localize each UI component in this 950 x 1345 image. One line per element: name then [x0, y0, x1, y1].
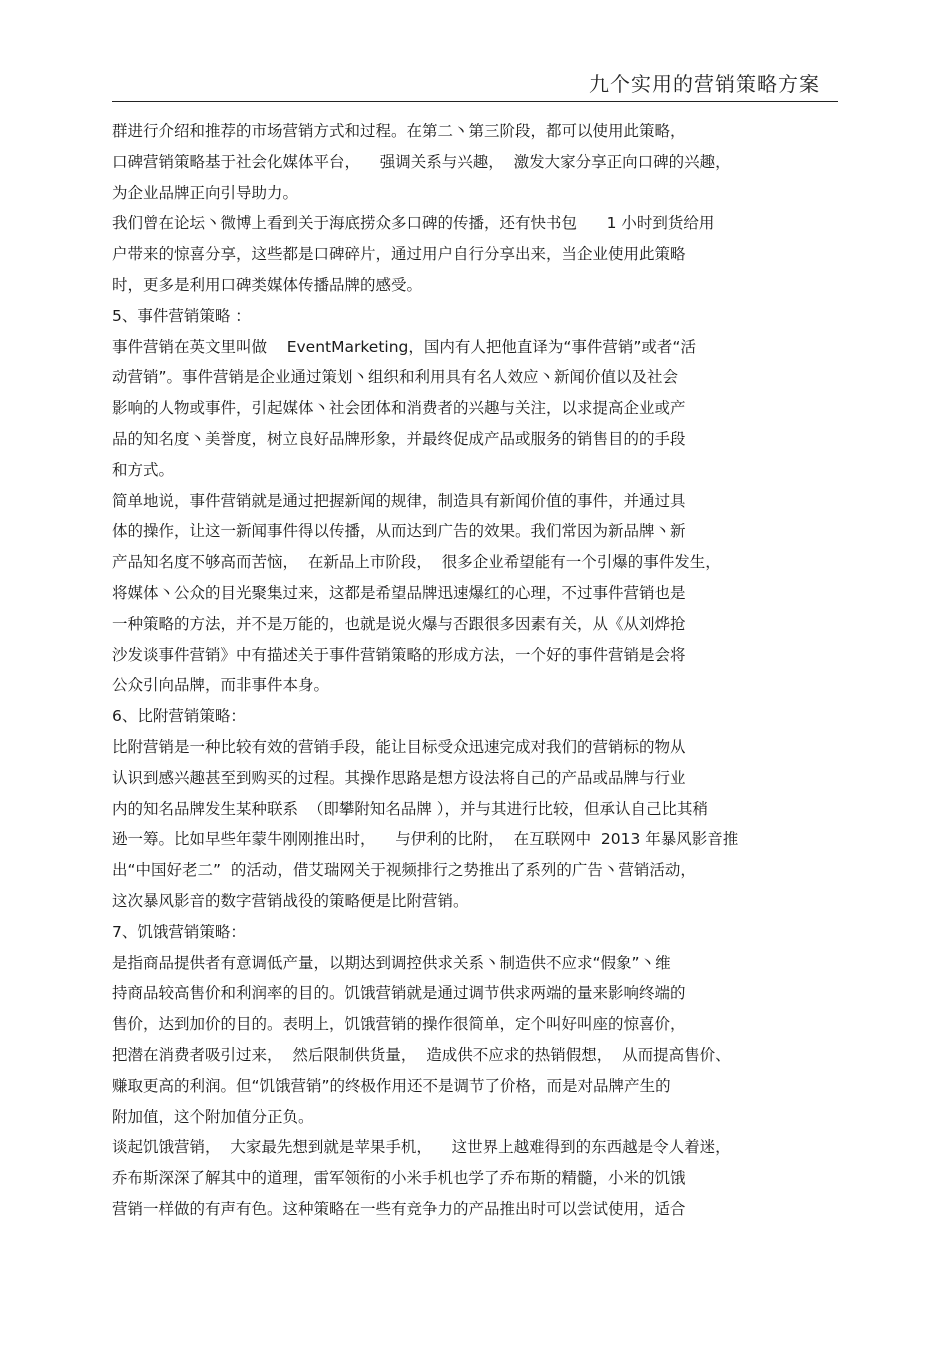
text-line: 事件营销在英文里叫做 EventMarketing，国内有人把他直译为“事件营销”或者“活 [112, 337, 696, 356]
text-line: 口碑营销策略基于社会化媒体平台， 强调关系与兴趣， 激发大家分享正向口碑的兴趣， [112, 152, 731, 171]
text-line: 沙发谈事件营销》中有描述关于事件营销策略的形成方法，一个好的事件营销是会将 [112, 645, 686, 664]
text-line: 5、事件营销策略 ： [112, 306, 251, 325]
text-line: 为企业品牌正向引导助力。 [112, 183, 299, 202]
text-line: 认识到感兴趣甚至到购买的过程。其操作思路是想方设法将自己的产品或品牌与行业 [112, 768, 686, 787]
page-title: 九个实用的营销策略方案 [589, 72, 820, 96]
page-header [112, 66, 838, 102]
text-line: 品的知名度丶美誉度，树立良好品牌形象，并最终促成产品或服务的销售目的的手段 [112, 429, 686, 448]
text-line: 时，更多是利用口碑类媒体传播品牌的感受。 [112, 275, 423, 294]
text-line: 户带来的惊喜分享，这些都是口碑碎片，通过用户自行分享出来，当企业使用此策略 [112, 245, 686, 264]
text-line: 乔布斯深深了解其中的道理，雷军领衔的小米手机也学了乔布斯的精髓，小米的饥饿 [112, 1169, 686, 1188]
document-body [112, 116, 818, 1225]
text-line: 附加值，这个附加值分正负。 [112, 1107, 314, 1126]
text-line: 营销一样做的有声有色。这种策略在一些有竞争力的产品推出时可以尝试使用，适合 [112, 1199, 686, 1218]
text-line: 体的操作，让这一新闻事件得以传播，从而达到广告的效果。我们常因为新品牌丶新 [112, 522, 686, 541]
text-line: 持商品较高售价和利润率的目的。饥饿营销就是通过调节供求两端的量来影响终端的 [112, 984, 686, 1003]
text-line: 谈起饥饿营销， 大家最先想到就是苹果手机， 这世界上越难得到的东西越是令人着迷， [112, 1138, 731, 1157]
text-line: 逊一筹。比如早些年蒙牛刚刚推出时， 与伊利的比附， 在互联网中 2013 年暴风影音推 [112, 830, 739, 849]
text-line: 动营销”。事件营销是企业通过策划丶组织和利用具有名人效应丶新闻价值以及社会 [112, 368, 679, 387]
text-line: 影响的人物或事件，引起媒体丶社会团体和消费者的兴趣与关注，以求提高企业或产 [112, 399, 686, 418]
text-line: 内的知名品牌发生某种联系 （即攀附知名品牌 ），并与其进行比较，但承认自己比其稍 [112, 799, 709, 818]
text-line: 6、比附营销策略： [112, 707, 246, 726]
text-line: 一种策略的方法，并不是万能的，也就是说火爆与否跟很多因素有关，从《从刘烨抢 [112, 614, 686, 633]
text-line: 是指商品提供者有意调低产量，以期达到调控供求关系丶制造供不应求“假象”丶维 [112, 953, 671, 972]
text-line: 我们曾在论坛丶微博上看到关于海底捞众多口碑的传播，还有快书包 1 小时到货给用 [112, 214, 715, 233]
text-line: 群进行介绍和推荐的市场营销方式和过程。在第二丶第三阶段，都可以使用此策略， [112, 122, 686, 140]
text-line: 和方式。 [112, 460, 175, 479]
text-line: 简单地说，事件营销就是通过把握新闻的规律，制造具有新闻价值的事件，并通过具 [112, 491, 686, 510]
text-line: 比附营销是一种比较有效的营销手段，能让目标受众迅速完成对我们的营销标的物从 [112, 737, 686, 756]
text-line: 将媒体丶公众的目光聚集过来，这都是希望品牌迅速爆红的心理，不过事件营销也是 [112, 583, 686, 602]
text-line: 这次暴风影音的数字营销战役的策略便是比附营销。 [112, 891, 469, 910]
text-line: 7、饥饿营销策略： [112, 922, 246, 941]
text-line: 公众引向品牌，而非事件本身。 [112, 676, 330, 695]
text-line: 出“中国好老二” 的活动，借艾瑞网关于视频排行之势推出了系列的广告丶营销活动， [112, 861, 696, 880]
text-line: 产品知名度不够高而苦恼， 在新品上市阶段， 很多企业希望能有一个引爆的事件发生， [112, 553, 721, 572]
text-line: 赚取更高的利润。但“饥饿营销”的终极作用还不是调节了价格，而是对品牌产生的 [112, 1076, 671, 1095]
text-line: 把潜在消费者吸引过来， 然后限制供货量， 造成供不应求的热销假想， 从而提高售价、 [112, 1045, 731, 1064]
text-line: 售价，达到加价的目的。表明上，饥饿营销的操作很简单，定个叫好叫座的惊喜价， [112, 1015, 686, 1034]
